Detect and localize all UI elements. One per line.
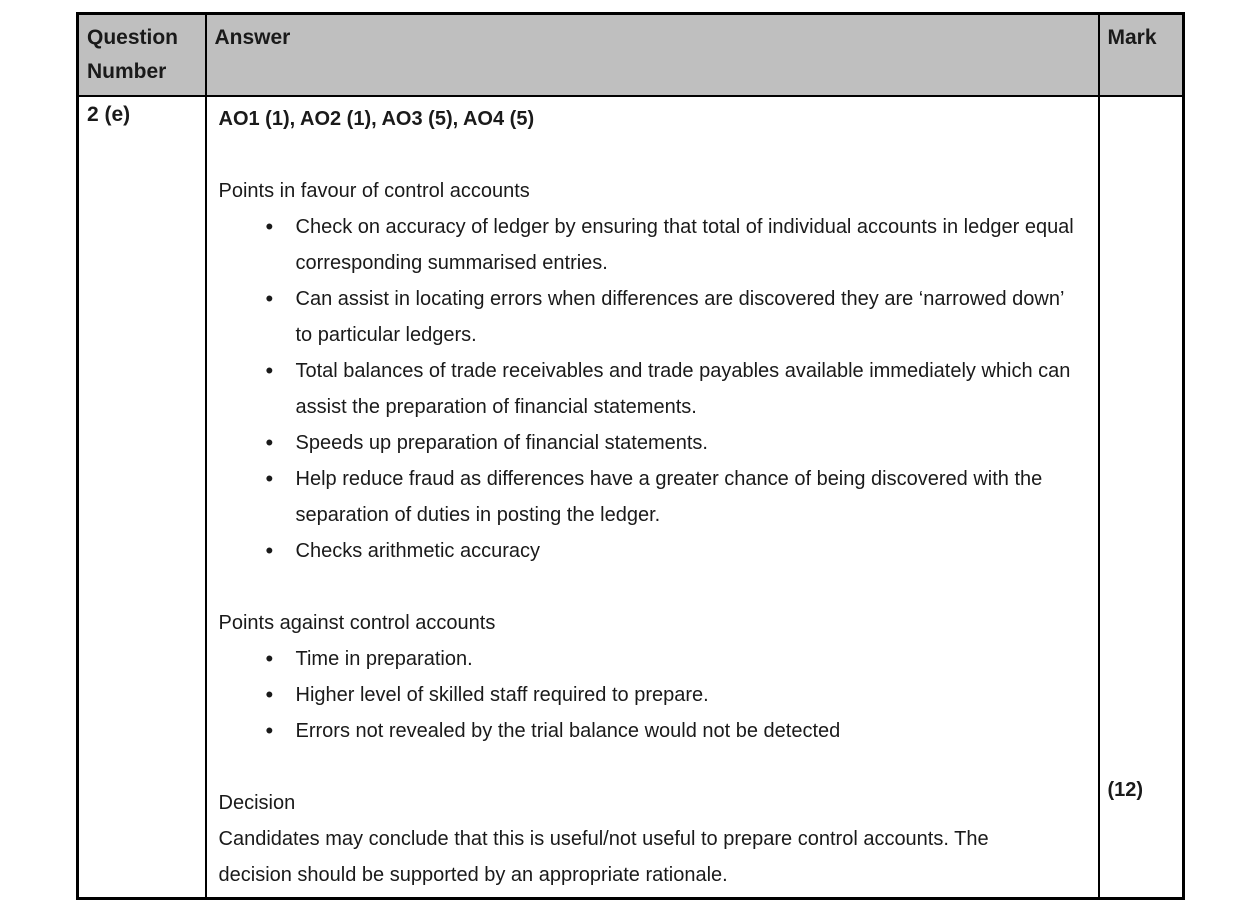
column-header-question-number: Question Number [78, 14, 206, 97]
list-item: • Checks arithmetic accuracy [219, 533, 1079, 569]
list-item: • Time in preparation. [219, 641, 1079, 677]
favour-points-list [219, 209, 1079, 569]
favour-section-heading: Points in favour of control accounts [218, 180, 530, 202]
list-item: • Help reduce fraud as differences have a greater chance of being discovered with the separation of duties in posting the ledger. [219, 461, 1079, 533]
list-item: • Total balances of trade receivables and trade payables available immediately which can assist the preparation of financial statements. [219, 353, 1079, 425]
blank-line [219, 137, 1086, 173]
table-header-row [78, 14, 1184, 97]
decision-section-heading: Decision [218, 792, 296, 814]
list-item: • Can assist in locating errors when differences are discovered they are ‘narrowed down’ to particular ledgers. [219, 281, 1079, 353]
against-section-heading: Points against control accounts [218, 612, 496, 634]
decision-text: Candidates may conclude that this is useful/not useful to prepare control accounts. The decision should be supported by an appropriate rationale. [218, 828, 989, 886]
mark-value: (12) [1107, 779, 1144, 801]
list-item: • Speeds up preparation of financial statements. [219, 425, 1079, 461]
question-number-cell: 2 (e) [78, 96, 206, 899]
mark-scheme-table [76, 12, 1185, 900]
against-points-list [219, 641, 1079, 749]
answer-cell [206, 96, 1099, 899]
blank-line [219, 749, 1086, 785]
list-item: • Errors not revealed by the trial balance would not be detected [219, 713, 1079, 749]
list-item: • Check on accuracy of ledger by ensuring that total of individual accounts in ledger equal corresponding summarised entries. [219, 209, 1079, 281]
mark-cell [1099, 96, 1184, 899]
column-header-answer: Answer [206, 14, 1099, 97]
column-header-mark: Mark [1099, 14, 1184, 97]
blank-line [219, 569, 1086, 605]
assessment-objectives-line: AO1 (1), AO2 (1), AO3 (5), AO4 (5) [218, 108, 535, 130]
list-item: • Higher level of skilled staff required to prepare. [219, 677, 1079, 713]
table-row [78, 96, 1184, 899]
